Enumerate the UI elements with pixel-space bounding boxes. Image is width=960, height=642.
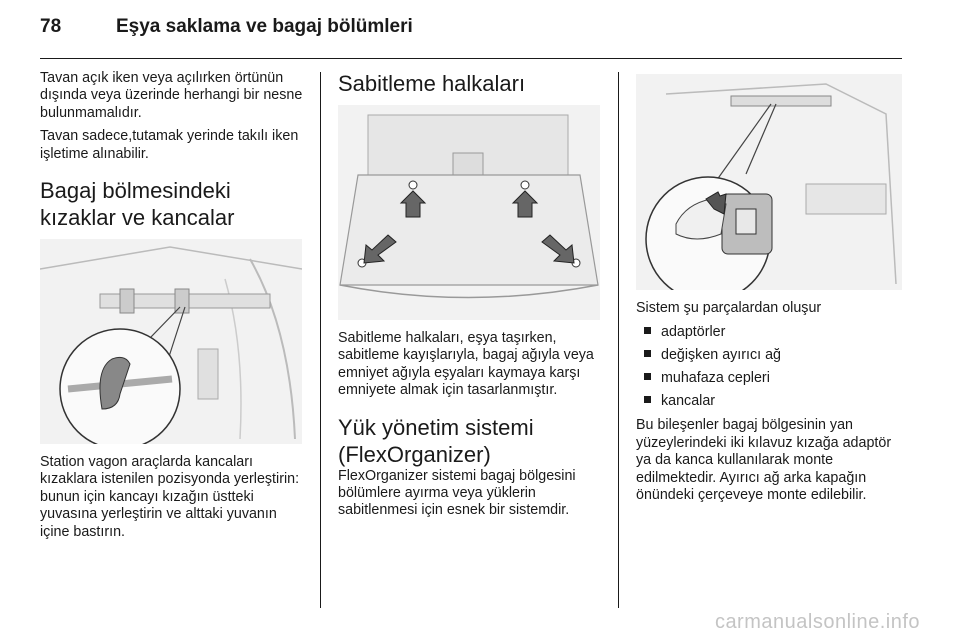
col2-paragraph-2: FlexOrganizer sistemi bagaj bölgesini bölümlere ayırma veya yüklerin sabitlenmesi için esnek bir sistemdir. — [338, 467, 576, 519]
header-rule — [40, 58, 902, 59]
illustration-flexorganizer-adapter — [636, 74, 902, 290]
page-header — [40, 14, 920, 48]
column-1 — [40, 70, 305, 541]
bullet-square-icon — [644, 396, 651, 403]
col1-paragraph-1: Tavan açık iken veya açılırken örtünün dışında veya üzerinde herhangi bir nesne bulunmamalıdır. — [40, 70, 303, 121]
page-number: 78 — [40, 16, 62, 37]
column-divider-2 — [618, 72, 619, 608]
col2-paragraph-1: Sabitleme halkaları, eşya taşırken, sabitleme kayışlarıyla, bagaj ağıyla veya emniyet ağıyla eşyaları kaymaya karşı emniyete almak için tasarlanmıştır. — [338, 330, 594, 399]
list-item: muhafaza cepleri — [636, 367, 902, 390]
col1-paragraph-3: Station vagon araçlarda kancaları kızaklara istenilen pozisyonda yerleştirin: bunun için kancayı kızağın üstteki yuvasına yerleştirin ve alttaki yuvanın içine bastırın. — [40, 454, 300, 540]
illustration-lashing-eyes — [338, 105, 600, 320]
list-item: değişken ayırıcı ağ — [636, 344, 902, 367]
section-heading-rails-hooks: Bagaj bölmesindeki kızaklar ve kancalar — [40, 178, 235, 231]
illustration-rail-hook — [40, 239, 302, 444]
col3-paragraph-2: Bu bileşenler bagaj bölgesinin yan yüzeylerindeki iki kılavuz kızağa adaptör ya da kanca kullanılarak monte edilmektedir. Ayırıcı ağ arka kapağın önündeki çerçeveye monte edilebilir. — [636, 417, 892, 504]
list-item: adaptörler — [636, 321, 902, 344]
column-2 — [338, 70, 604, 520]
watermark: carmanualsonline.info — [714, 611, 920, 633]
col1-paragraph-2: Tavan sadece,tutamak yerinde takılı iken işletime alınabilir. — [40, 128, 299, 162]
column-3 — [636, 70, 902, 504]
component-list — [636, 321, 902, 413]
col3-paragraph-1: Sistem şu parçalardan oluşur — [636, 300, 822, 316]
bullet-square-icon — [644, 327, 651, 334]
column-divider-1 — [320, 72, 321, 608]
section-heading-lashing-eyes: Sabitleme halkaları — [338, 71, 526, 96]
page-title: Eşya saklama ve bagaj bölümleri — [116, 16, 413, 37]
section-heading-flexorganizer: Yük yönetim sistemi (FlexOrganizer) — [338, 414, 534, 467]
bullet-square-icon — [644, 373, 651, 380]
bullet-square-icon — [644, 350, 651, 357]
list-item: kancalar — [636, 390, 902, 413]
